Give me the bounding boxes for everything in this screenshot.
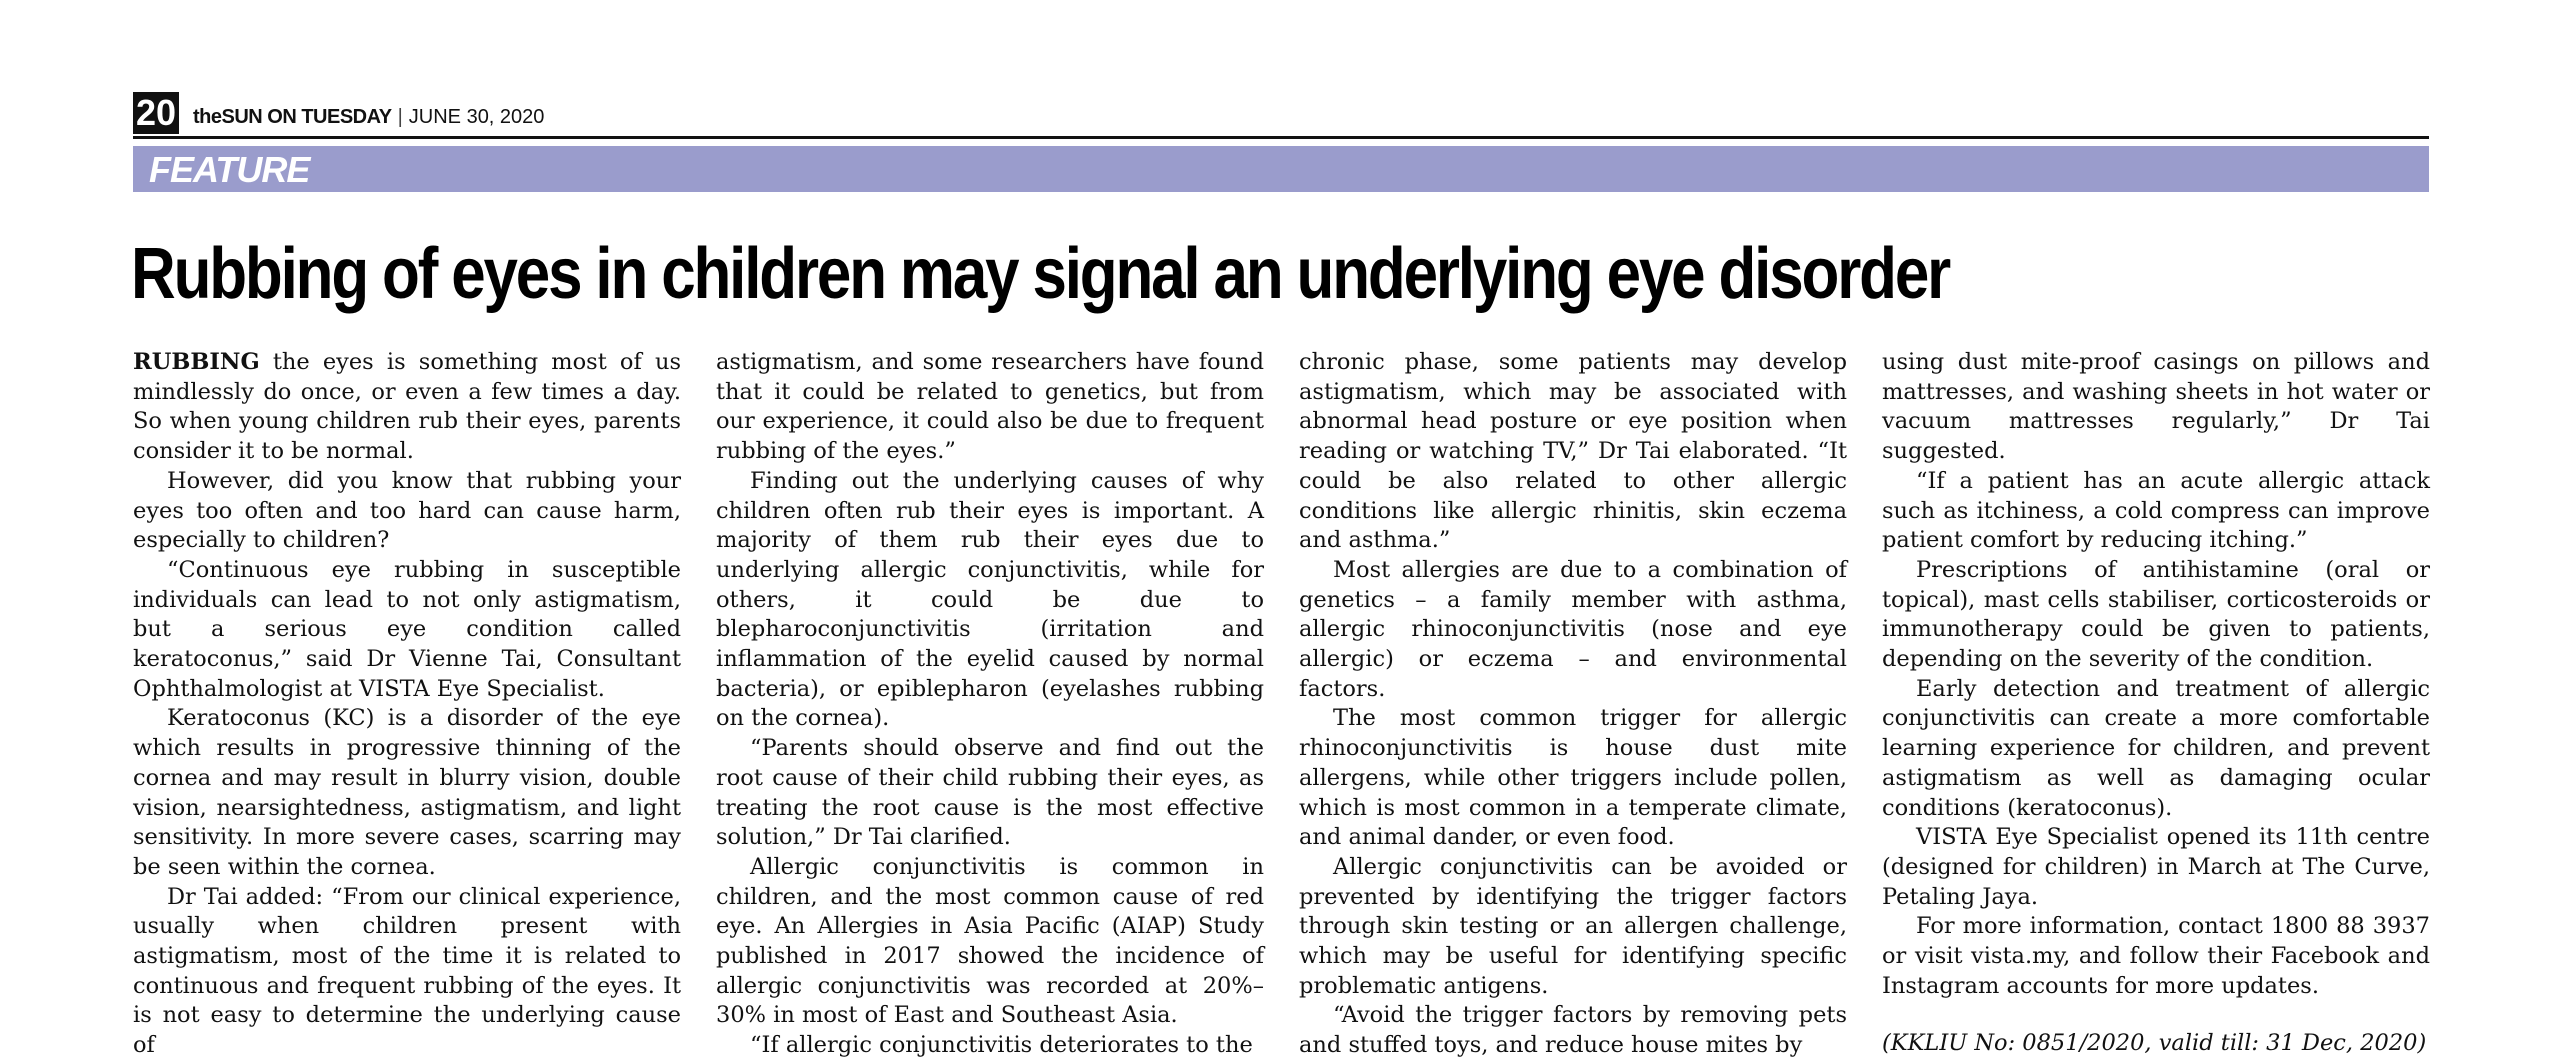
article-column-2: [716, 348, 1264, 1059]
article-paragraph: For more information, contact 1800 88 3937 or visit vista.my, and follow their Facebook and Instagram accounts for more updates.: [1882, 913, 2430, 999]
publication-date: JUNE 30, 2020: [408, 106, 545, 128]
advertorial-credit: (KKLIU No: 0851/2020, valid till: 31 Dec, 2020): [1882, 1030, 2427, 1057]
section-label: FEATURE: [149, 149, 310, 190]
article-paragraph: Dr Tai added: “From our clinical experience, usually when children present with astigmatism, most of the time it is related to continuous and frequent rubbing of the eyes. It is not easy to determine the underlying cause of: [133, 883, 681, 1059]
publication-name: theSUN ON TUESDAY: [193, 106, 392, 128]
lead-word: RUBBING: [133, 349, 260, 375]
article-paragraph: Most allergies are due to a combination of genetics – a family member with asthma, allergic rhinoconjunctivitis (nose and eye allergic) or eczema – and environmental factors.: [1299, 556, 1847, 702]
article-paragraph: VISTA Eye Specialist opened its 11th centre (designed for children) in March at The Curve, Petaling Jaya.: [1882, 824, 2430, 910]
article-paragraph: Early detection and treatment of allergic conjunctivitis can create a more comfortable learning experience for children, and prevent astigmatism as well as damaging ocular conditions (keratoconus).: [1882, 675, 2430, 821]
article-paragraph: “If a patient has an acute allergic attack such as itchiness, a cold compress can improve patient comfort by reducing itching.”: [1882, 467, 2430, 554]
article-column-1: [133, 348, 681, 1059]
article-paragraph: Prescriptions of antihistamine (oral or topical), mast cells stabiliser, corticosteroids or immunotherapy could be given to patients, depending on the severity of the condition.: [1882, 556, 2430, 673]
publication-line: [193, 106, 544, 129]
article-paragraph: Allergic conjunctivitis can be avoided or prevented by identifying the trigger factors through skin testing or an allergen challenge, which may be useful for identifying specific problematic antigens.: [1299, 853, 1847, 999]
article-column-4: [1882, 348, 2430, 1057]
page-number: 20: [133, 92, 179, 134]
masthead-rule: [133, 136, 2429, 139]
article-headline: Rubbing of eyes in children may signal an underlying eye disorder: [131, 234, 1950, 314]
article-column-3: [1299, 348, 1847, 1059]
article-paragraph: Allergic conjunctivitis is common in children, and the most common cause of red eye. An Allergies in Asia Pacific (AIAP) Study published in 2017 showed the incidence of allergic conjunctivitis was recorded at 20%–30% in most of East and Southeast Asia.: [716, 853, 1264, 1029]
article-paragraph: Finding out the underlying causes of why children often rub their eyes is important. A majority of them rub their eyes due to underlying allergic conjunctivitis, while for others, it could be due to blepharoconjunctivitis (irritation and inflammation of the eyelid caused by normal bacteria), or epiblepharon (eyelashes rubbing on the cornea).: [716, 467, 1264, 732]
article-paragraph: Keratoconus (KC) is a disorder of the eye which results in progressive thinning of the cornea and may result in blurry vision, double vision, nearsightedness, astigmatism, and light sensitivity. In more severe cases, scarring may be seen within the cornea.: [133, 705, 681, 880]
article-paragraph: However, did you know that rubbing your eyes too often and too hard can cause harm, especially to children?: [133, 467, 681, 554]
article-paragraph: chronic phase, some patients may develop astigmatism, which may be associated with abnormal head posture or eye position when reading or watching TV,” Dr Tai elaborated. “It could be also related to other allergic conditions like allergic rhinitis, skin eczema and asthma.”: [1299, 349, 1847, 554]
article-paragraph: astigmatism, and some researchers have found that it could be related to genetics, but from our experience, it could also be due to frequent rubbing of the eyes.”: [716, 349, 1264, 465]
article-paragraph: The most common trigger for allergic rhinoconjunctivitis is house dust mite allergens, while other triggers include pollen, which is most common in a temperate climate, and animal dander, or even food.: [1299, 705, 1847, 851]
article-paragraph: “Parents should observe and find out the root cause of their child rubbing their eyes, as treating the root cause is the most effective solution,” Dr Tai clarified.: [716, 735, 1264, 851]
masthead-separator: |: [397, 106, 403, 128]
section-bar: [133, 146, 2429, 192]
paragraph-text: the eyes is something most of us mindlessly do once, or even a few times a day. So when young children rub their eyes, parents consider it to be normal.: [133, 349, 681, 465]
article-paragraph: using dust mite-proof casings on pillows and mattresses, and washing sheets in hot water or vacuum mattresses regularly,” Dr Tai suggested.: [1882, 349, 2430, 465]
masthead: [133, 92, 2429, 136]
article-paragraph: “Continuous eye rubbing in susceptible individuals can lead to not only astigmatism, but a serious eye condition called keratoconus,” said Dr Vienne Tai, Consultant Ophthalmologist at VISTA Eye Specialist.: [133, 556, 681, 702]
article-paragraph: [133, 348, 681, 467]
article-paragraph: “If allergic conjunctivitis deteriorates to the: [750, 1032, 1253, 1059]
article-paragraph: “Avoid the trigger factors by removing pets and stuffed toys, and reduce house mites by: [1299, 1002, 1847, 1059]
